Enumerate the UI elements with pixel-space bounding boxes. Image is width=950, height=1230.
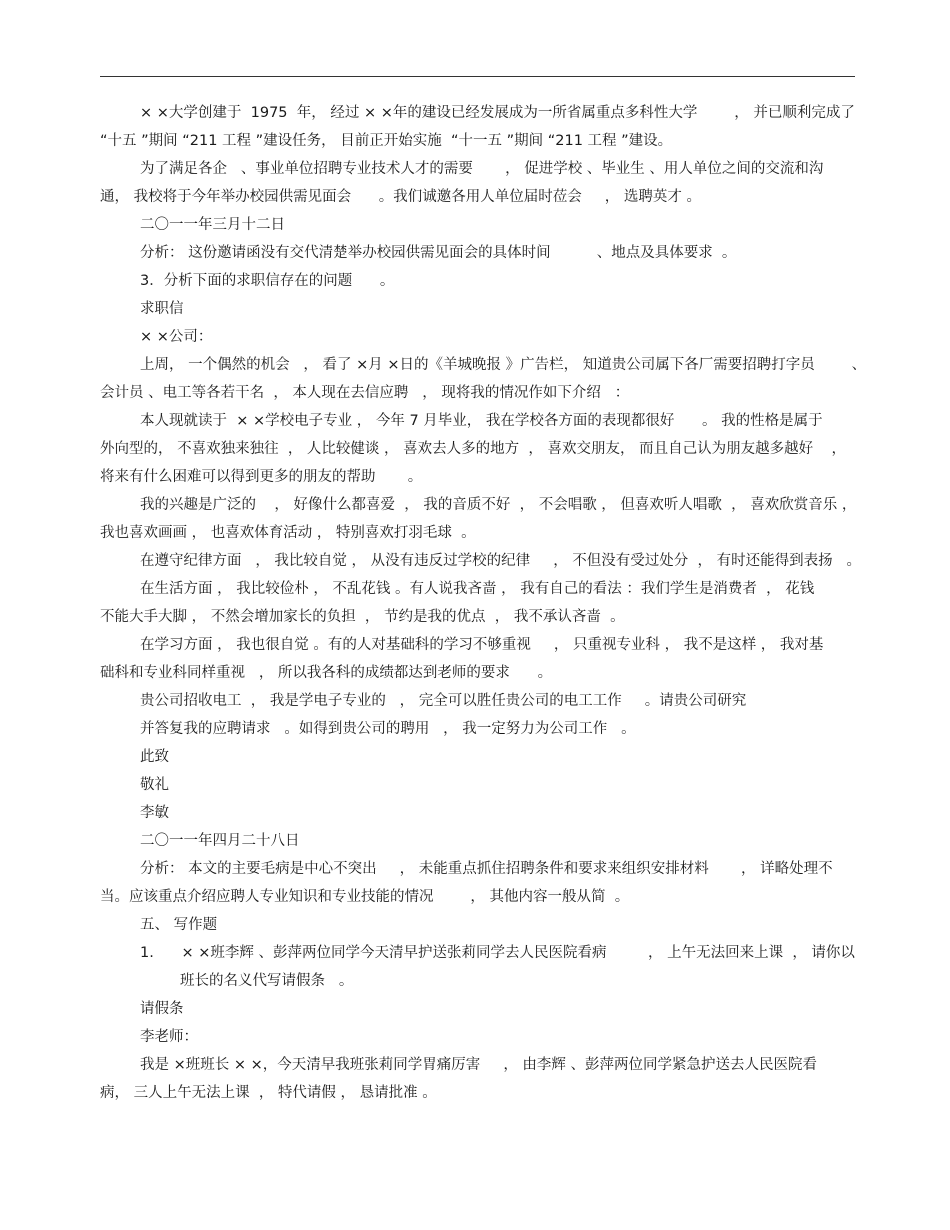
text-line: 二〇一一年四月二十八日 [140,833,300,849]
text-line: 我是 ×班班长 × ×，今天清早我班张莉同学胃痛厉害 ， 由李辉 、彭萍两位同学紧急护送去人民医院看 [140,1057,818,1073]
text-line: 病， 三人上午无法上课 ， 特代请假 ， 恳请批准 。 [100,1085,437,1101]
text-line: 上周， 一个偶然的机会 ， 看了 ×月 ×日的《羊城晚报 》广告栏， 知道贵公司属下各厂需要招聘打字员 、 [140,357,867,373]
text-line: 础科和专业科同样重视 ， 所以我各科的成绩都达到老师的要求 。 [100,665,553,681]
text-line: 二〇一一年三月十二日 [140,217,285,233]
text-line: 求职信 [140,301,184,317]
text-line: 会计员 、电工等各若干名 ， 本人现在去信应聘 ， 现将我的情况作如下介绍 ： [100,385,630,401]
text-line: 将来有什么困难可以得到更多的朋友的帮助 。 [100,469,423,485]
text-line: 贵公司招收电工 ， 我是学电子专业的 ， 完全可以胜任贵公司的电工工作 。请贵公司研究 [140,693,747,709]
text-line: 我也喜欢画画 ， 也喜欢体育活动 ， 特别喜欢打羽毛球 。 [100,525,476,541]
text-line: 请假条 [140,1001,184,1017]
text-line: 当。应该重点介绍应聘人专业知识和专业技能的情况 ， 其他内容一般从简 。 [100,889,630,905]
text-line: “十五 ”期间 “211 工程 ”建设任务， 目前正开始实施 “十一五 ”期间 “211 工程 ”建设。 [100,133,673,149]
text-line: 在生活方面 ， 我比较俭朴 ， 不乱花钱 。有人说我吝啬 ， 我有自己的看法 ：我们学生是消费者 ， 花钱 [140,581,815,597]
text-line: 3．分析下面的求职信存在的问题 。 [140,273,395,289]
text-line: × ×公司： [140,329,213,345]
text-line: 在遵守纪律方面 ， 我比较自觉 ， 从没有违反过学校的纪律 ， 不但没有受过处分 ， 有时还能得到表扬 。 [140,553,861,569]
text-line: 此致 [140,749,169,765]
text-line: 本人现就读于 × ×学校电子专业 ， 今年 7 月毕业， 我在学校各方面的表现都很好 。 我的性格是属于 [140,413,823,429]
text-line: 在学习方面 ， 我也很自觉 。有的人对基础科的学习不够重视 ， 只重视专业科 ， 我不是这样 ， 我对基 [140,637,824,653]
text-line: 分析： 本文的主要毛病是中心不突出 ， 未能重点抓住招聘条件和要求来组织安排材料 ， 详略处理不 [140,861,833,877]
text-line: 李老师： [140,1029,198,1045]
text-line: 不能大手大脚 ， 不然会增加家长的负担 ， 节约是我的优点 ， 我不承认吝啬 。 [100,609,625,625]
text-line: 1. × ×班李辉 、彭萍两位同学今天清早护送张莉同学去人民医院看病 ， 上午无法回来上课 ， 请你以 [140,945,855,961]
text-line: 通， 我校将于今年举办校园供需见面会 。我们诚邀各用人单位届时莅会 ， 选聘英才 。 [100,189,702,205]
text-line: × ×大学创建于 1975 年， 经过 × ×年的建设已经发展成为一所省属重点多科性大学 ， 并已顺利完成了 [140,105,855,121]
text-line: 为了满足各企 、事业单位招聘专业技术人才的需要 ， 促进学校 、毕业生 、用人单位之间的交流和沟 [140,161,824,177]
text-line: 李敏 [140,805,169,821]
text-line: 班长的名义代写请假条 。 [180,973,354,989]
text-line: 我的兴趣是广泛的 ， 好像什么都喜爱 ， 我的音质不好 ， 不会唱歌 ， 但喜欢听人唱歌 ， 喜欢欣赏音乐 ， [140,497,857,513]
text-line: 分析： 这份邀请函没有交代清楚举办校园供需见面会的具体时间 、地点及具体要求 。 [140,245,737,261]
text-line: 并答复我的应聘请求 。如得到贵公司的聘用 ， 我一定努力为公司工作 。 [140,721,636,737]
text-line: 外向型的， 不喜欢独来独往 ， 人比较健谈 ， 喜欢去人多的地方 ， 喜欢交朋友， 而且自己认为朋友越多越好 ， [100,441,847,457]
text-line: 五、 写作题 [140,917,218,933]
text-line: 敬礼 [140,777,169,793]
header-rule [100,76,855,77]
